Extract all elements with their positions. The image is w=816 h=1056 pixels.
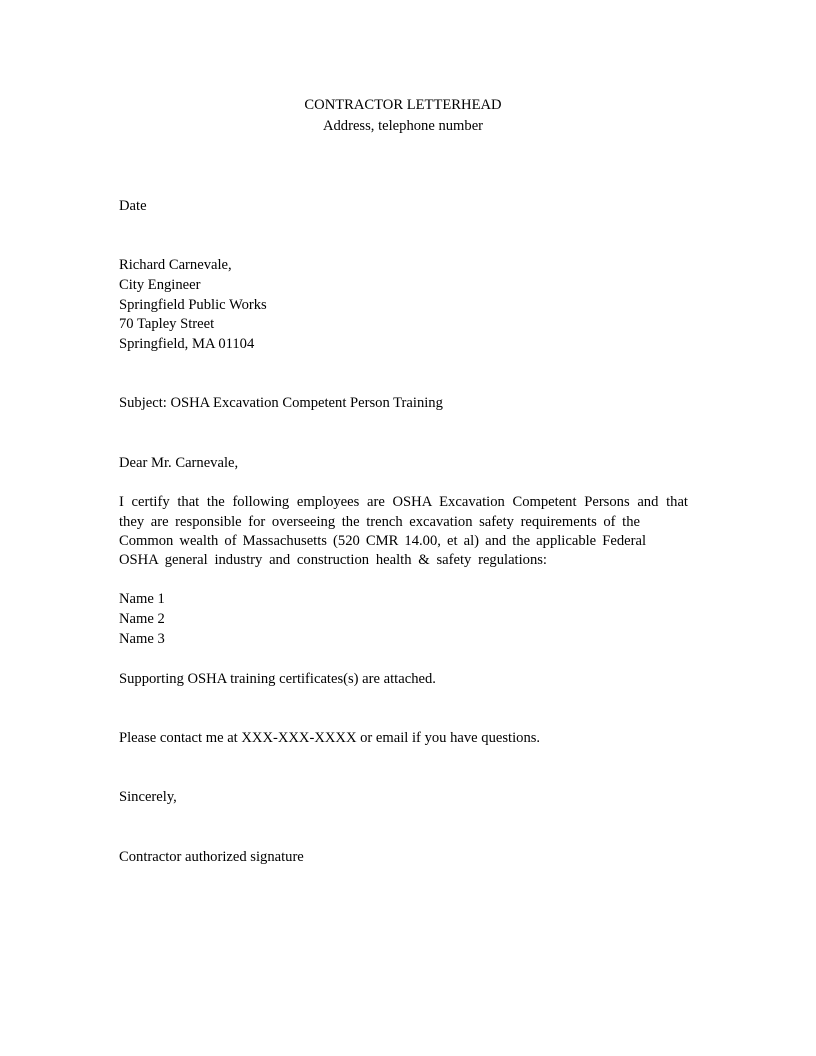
recipient-city-state-zip: Springfield, MA 01104 bbox=[119, 336, 255, 352]
body-line: OSHA general industry and construction health & safety regulations: bbox=[119, 552, 547, 568]
letterhead-subtitle: Address, telephone number bbox=[322, 118, 484, 134]
list-item: Name 1 bbox=[119, 591, 165, 607]
list-item: Name 2 bbox=[119, 611, 165, 627]
recipient-name: Richard Carnevale, bbox=[119, 257, 232, 273]
subject-line: Subject: OSHA Excavation Competent Person Training bbox=[119, 395, 443, 411]
recipient-street: 70 Tapley Street bbox=[119, 316, 215, 332]
recipient-department: Springfield Public Works bbox=[119, 297, 267, 313]
list-item: Name 3 bbox=[119, 631, 165, 647]
body-line: Common wealth of Massachusetts (520 CMR 14.00, et al) and the applicable Federal bbox=[119, 533, 646, 549]
date-label: Date bbox=[119, 198, 147, 214]
certificates-note: Supporting OSHA training certificates(s) are attached. bbox=[119, 671, 436, 687]
body-line: they are responsible for overseeing the trench excavation safety requirements of the bbox=[119, 514, 640, 530]
body-line: I certify that the following employees are OSHA Excavation Competent Persons and that bbox=[119, 494, 688, 510]
signature-label: Contractor authorized signature bbox=[119, 849, 304, 865]
recipient-title: City Engineer bbox=[119, 277, 201, 293]
letterhead-title: CONTRACTOR LETTERHEAD bbox=[304, 97, 502, 113]
closing: Sincerely, bbox=[119, 789, 177, 805]
salutation: Dear Mr. Carnevale, bbox=[119, 455, 239, 471]
contact-note: Please contact me at XXX-XXX-XXXX or email if you have questions. bbox=[119, 730, 541, 746]
